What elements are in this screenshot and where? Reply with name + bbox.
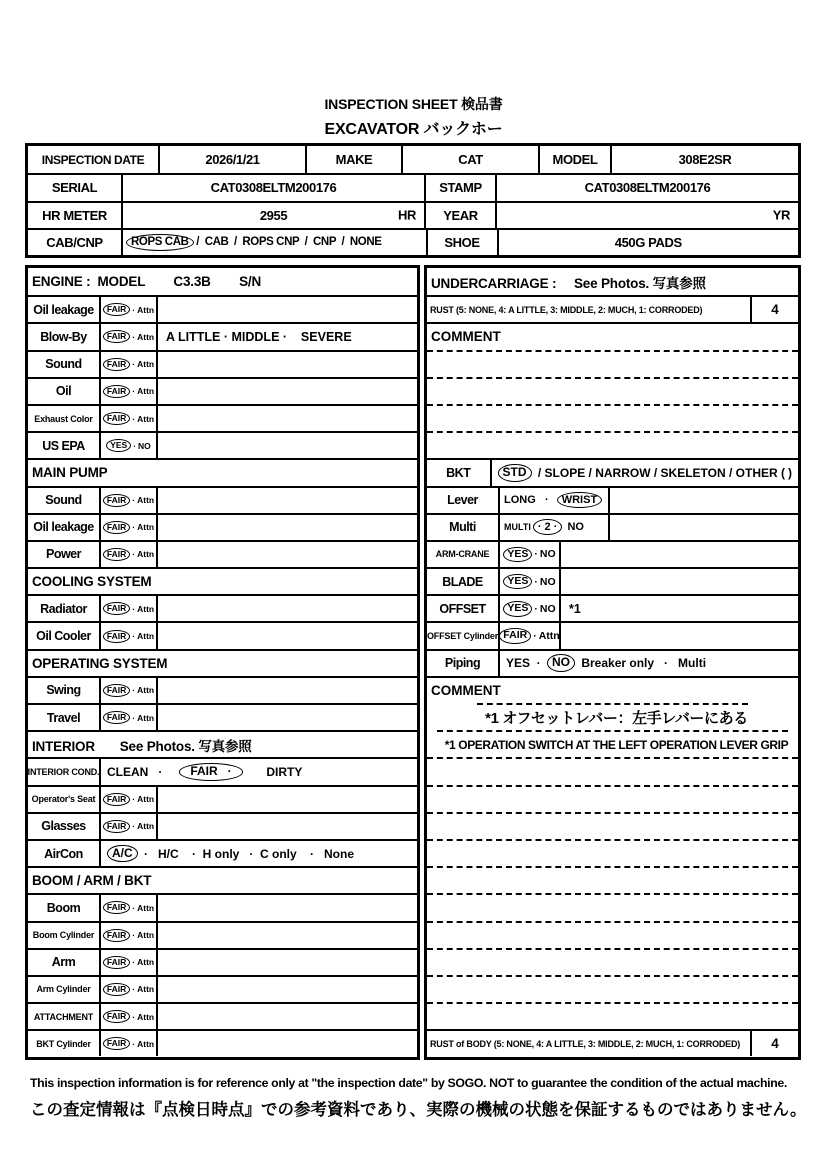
status-cell bbox=[101, 324, 158, 349]
dot-separator: · bbox=[132, 331, 136, 342]
row-operator-s-seat-19 bbox=[28, 785, 417, 812]
circled-selection: FAIR bbox=[103, 630, 130, 643]
circled-selection: ROPS CAB bbox=[126, 234, 194, 251]
comment-label: COMMENT bbox=[431, 682, 501, 698]
model-label: MODEL bbox=[538, 146, 610, 173]
row-boom-cylinder-24 bbox=[28, 921, 417, 948]
item-label: Sound bbox=[28, 352, 101, 377]
dot-separator: · bbox=[132, 712, 136, 723]
make-label: MAKE bbox=[305, 146, 401, 173]
circled-selection: FAIR bbox=[103, 602, 130, 615]
circled-selection: FAIR bbox=[103, 521, 130, 534]
alternate-option: Attn bbox=[137, 902, 155, 913]
circled-selection: YES bbox=[106, 439, 131, 452]
row-sound-3 bbox=[28, 350, 417, 377]
row-blank-6 bbox=[427, 431, 798, 458]
row-power-10 bbox=[28, 540, 417, 567]
item-label: Boom Cylinder bbox=[28, 923, 101, 948]
option-text: CLEAN · bbox=[107, 764, 176, 779]
dot-separator: · bbox=[132, 1011, 136, 1022]
comment-cell bbox=[158, 406, 417, 431]
item-label: BLADE bbox=[427, 569, 500, 594]
alternate-option: NO bbox=[539, 548, 556, 561]
row-blank-3 bbox=[427, 350, 798, 377]
circled-selection: YES bbox=[503, 574, 532, 590]
shoe-label: SHOE bbox=[426, 230, 497, 255]
alternate-option: NO bbox=[539, 575, 556, 588]
option-text: DIRTY bbox=[246, 764, 303, 779]
item-label: Oil Cooler bbox=[28, 623, 101, 648]
alternate-option: Attn bbox=[538, 630, 560, 643]
options-cell bbox=[500, 488, 610, 513]
left-inspection-column bbox=[25, 265, 420, 1060]
row-arm-cylinder-26 bbox=[28, 975, 417, 1002]
item-label: OFFSET bbox=[427, 596, 500, 621]
row-blank-19 bbox=[427, 785, 798, 812]
item-label: Arm Cylinder bbox=[28, 977, 101, 1002]
document-subtitle: EXCAVATOR バックホー bbox=[324, 121, 503, 138]
shoe-value: 450G PADS bbox=[497, 230, 799, 255]
circled-selection: YES bbox=[503, 547, 532, 563]
section-title: MAIN PUMP bbox=[32, 465, 108, 481]
row-attachment-27 bbox=[28, 1002, 417, 1029]
item-label: Glasses bbox=[28, 814, 101, 839]
dot-separator: · bbox=[534, 575, 538, 588]
serial-value: CAT0308ELTM200176 bbox=[121, 175, 424, 200]
dot-separator: · bbox=[132, 495, 136, 506]
header-row-3 bbox=[28, 201, 798, 228]
row-aircon-21 bbox=[28, 839, 417, 866]
dot-separator: · bbox=[132, 304, 136, 315]
dot-separator: · bbox=[132, 821, 136, 832]
status-cell bbox=[101, 623, 158, 648]
circled-selection: NO bbox=[547, 654, 575, 672]
comment-cell bbox=[158, 1031, 417, 1056]
row-glasses-20 bbox=[28, 812, 417, 839]
comment-cell: A LITTLE · MIDDLE · SEVERE bbox=[166, 329, 352, 344]
comment-cell bbox=[158, 923, 417, 948]
row-lever-8 bbox=[427, 486, 798, 513]
circled-selection: WRIST bbox=[557, 492, 602, 508]
alternate-option: Attn bbox=[137, 1038, 155, 1049]
circled-selection: FAIR · bbox=[179, 763, 244, 781]
row-oil-cooler-13 bbox=[28, 621, 417, 648]
row-comment-2 bbox=[427, 322, 798, 349]
circled-selection: A/C bbox=[107, 845, 138, 863]
status-cell bbox=[101, 515, 158, 540]
header-row-4 bbox=[28, 228, 798, 255]
status-cell bbox=[101, 1031, 158, 1056]
header-table bbox=[25, 143, 801, 258]
comment-cell bbox=[158, 297, 417, 322]
row-main-pump-7 bbox=[28, 458, 417, 485]
comment-cell bbox=[158, 433, 417, 458]
row-boom-arm-bkt-22 bbox=[28, 866, 417, 893]
circled-selection: FAIR bbox=[103, 983, 130, 996]
section-title: OPERATING SYSTEM bbox=[32, 655, 168, 671]
section-title: UNDERCARRIAGE : See Photos. 写真参照 bbox=[431, 275, 706, 291]
status-cell bbox=[101, 542, 158, 567]
circled-selection: FAIR bbox=[103, 385, 130, 398]
item-label: Blow-By bbox=[28, 324, 101, 349]
dot-separator: · bbox=[132, 603, 136, 614]
row-cooling-system-11 bbox=[28, 567, 417, 594]
hr-meter-value: 2955 bbox=[259, 207, 288, 223]
status-cell bbox=[101, 488, 158, 513]
document-title: INSPECTION SHEET 検品書 bbox=[324, 96, 503, 112]
row-undercarriage-see-photos-0 bbox=[427, 268, 798, 295]
rust-score-text: 4 bbox=[771, 302, 779, 318]
item-label: Radiator bbox=[28, 596, 101, 621]
row-offset-cylinder-13 bbox=[427, 621, 798, 648]
cab-cnp-label: CAB/CNP bbox=[46, 234, 103, 250]
row-multi-9 bbox=[427, 513, 798, 540]
row-blank-24 bbox=[427, 921, 798, 948]
empty-cell bbox=[610, 515, 798, 540]
alternate-option: Attn bbox=[137, 821, 155, 832]
alternate-option: Attn bbox=[137, 331, 155, 342]
cab-cnp-options: / CAB / ROPS CNP / CNP / NONE bbox=[193, 236, 382, 249]
row-blade-11 bbox=[427, 567, 798, 594]
item-label: Oil bbox=[28, 379, 101, 404]
item-label: Lever bbox=[427, 488, 500, 513]
status-cell bbox=[500, 569, 561, 594]
closing-paren: ) bbox=[788, 465, 792, 480]
dot-separator: · bbox=[133, 440, 137, 451]
item-label: INTERIOR COND. bbox=[28, 759, 101, 784]
comment-note: *1 OPERATION SWITCH AT THE LEFT OPERATION LEVER GRIP bbox=[444, 737, 789, 752]
dot-separator: · bbox=[132, 902, 136, 913]
dot-separator: · bbox=[132, 413, 136, 424]
dot-separator: · bbox=[132, 984, 136, 995]
make-value: CAT bbox=[401, 146, 538, 173]
item-label: BKT Cylinder bbox=[28, 1031, 101, 1056]
model-value: 308E2SR bbox=[610, 146, 798, 173]
comment-cell bbox=[158, 787, 417, 812]
comment-cell bbox=[561, 569, 798, 594]
hr-meter-cell bbox=[121, 203, 424, 228]
row-blank-4 bbox=[427, 377, 798, 404]
empty-cell bbox=[610, 488, 798, 513]
rust-scale-label bbox=[427, 297, 752, 322]
circled-selection: FAIR bbox=[499, 628, 531, 644]
status-cell bbox=[500, 542, 561, 567]
circled-selection: STD bbox=[498, 464, 532, 482]
row-arm-crane-10 bbox=[427, 540, 798, 567]
status-cell bbox=[101, 297, 158, 322]
row-travel-16 bbox=[28, 703, 417, 730]
comment-cell bbox=[561, 542, 798, 567]
rust-score-value bbox=[752, 297, 798, 322]
comment-note: *1 オフセットレバー：左手レバーにある bbox=[485, 710, 748, 728]
section-title: INTERIOR See Photos. 写真参照 bbox=[32, 738, 252, 754]
inspection-date-label: INSPECTION DATE bbox=[41, 152, 145, 167]
header-row-2 bbox=[28, 173, 798, 200]
item-label: Power bbox=[28, 542, 101, 567]
year-unit: YR bbox=[772, 207, 790, 223]
row-offset-12 bbox=[427, 594, 798, 621]
status-cell bbox=[101, 379, 158, 404]
section-title: COOLING SYSTEM bbox=[32, 574, 152, 590]
row-sound-8 bbox=[28, 486, 417, 513]
status-cell bbox=[500, 596, 561, 621]
item-label: Boom bbox=[28, 895, 101, 920]
comment-cell bbox=[158, 705, 417, 730]
comment-cell bbox=[158, 950, 417, 975]
option-text: LONG · bbox=[504, 494, 555, 507]
alternate-option: NO bbox=[138, 440, 151, 451]
item-label: OFFSET Cylinder bbox=[427, 623, 500, 648]
alternate-option: Attn bbox=[137, 957, 155, 968]
status-cell bbox=[101, 814, 158, 839]
row-blank-27 bbox=[427, 1002, 798, 1029]
row-blank-21 bbox=[427, 839, 798, 866]
options-cell bbox=[500, 515, 610, 540]
item-label: ARM-CRANE bbox=[427, 542, 500, 567]
year-cell bbox=[495, 203, 798, 228]
comment-cell: *1 bbox=[569, 601, 581, 616]
circled-selection: FAIR bbox=[103, 929, 130, 942]
dot-separator: · bbox=[534, 602, 538, 615]
status-cell bbox=[101, 895, 158, 920]
item-label: Sound bbox=[28, 488, 101, 513]
right-inspection-column bbox=[424, 265, 801, 1060]
comment-cell bbox=[561, 623, 798, 648]
row-boom-23 bbox=[28, 893, 417, 920]
circled-selection: FAIR bbox=[103, 793, 130, 806]
item-label: Oil leakage bbox=[28, 515, 101, 540]
row-engine-model-c3-3b-s-n-0 bbox=[28, 268, 417, 295]
comment-cell bbox=[158, 379, 417, 404]
circled-selection: YES bbox=[503, 601, 532, 617]
option-text: YES · bbox=[506, 656, 545, 671]
row-blank-25 bbox=[427, 948, 798, 975]
option-text: Breaker only · Multi bbox=[578, 656, 707, 671]
item-label: Multi bbox=[427, 515, 500, 540]
options-cell bbox=[101, 841, 417, 866]
comment-cell bbox=[158, 515, 417, 540]
header-row-1 bbox=[28, 146, 798, 173]
dot-separator: · bbox=[132, 1038, 136, 1049]
status-cell bbox=[101, 977, 158, 1002]
option-text: · H/C · H only · C only · None bbox=[140, 846, 355, 861]
dot-separator: · bbox=[132, 930, 136, 941]
dot-separator: · bbox=[132, 957, 136, 968]
row-1-operation-switch-at-the-le-17 bbox=[437, 730, 788, 757]
section-title: ENGINE : MODEL C3.3B S/N bbox=[32, 274, 261, 290]
stamp-value: CAT0308ELTM200176 bbox=[495, 175, 798, 200]
status-cell bbox=[101, 352, 158, 377]
circled-selection: FAIR bbox=[103, 956, 130, 969]
row-oil-4 bbox=[28, 377, 417, 404]
row-operating-system-14 bbox=[28, 649, 417, 676]
status-cell bbox=[101, 678, 158, 703]
dot-separator: · bbox=[132, 549, 136, 560]
row-bkt-7 bbox=[427, 458, 798, 485]
option-text: MULTI bbox=[504, 522, 531, 533]
comment-cell bbox=[158, 623, 417, 648]
comment-cell bbox=[158, 977, 417, 1002]
year-label: YEAR bbox=[424, 203, 495, 228]
comment-cell bbox=[158, 1004, 417, 1029]
comment-label: COMMENT bbox=[431, 329, 501, 345]
alternate-option: Attn bbox=[137, 603, 155, 614]
status-cell bbox=[101, 923, 158, 948]
dot-separator: · bbox=[132, 359, 136, 370]
stamp-label: STAMP bbox=[424, 175, 495, 200]
alternate-option: Attn bbox=[137, 549, 155, 560]
circled-selection: FAIR bbox=[103, 548, 130, 561]
status-cell bbox=[101, 950, 158, 975]
row-blank-5 bbox=[427, 404, 798, 431]
dot-separator: · bbox=[132, 522, 136, 533]
item-label: Arm bbox=[28, 950, 101, 975]
row-swing-15 bbox=[28, 676, 417, 703]
circled-selection: FAIR bbox=[103, 684, 130, 697]
row-rust-of-body-5-none-4-a-little-3-middle-2-much-1-corroded-28 bbox=[427, 1029, 798, 1056]
row-piping-14 bbox=[427, 649, 798, 676]
alternate-option: Attn bbox=[137, 631, 155, 642]
options-cell bbox=[492, 460, 798, 485]
item-label: Swing bbox=[28, 678, 101, 703]
item-label: Travel bbox=[28, 705, 101, 730]
row-rust-5-none-4-a-little-3-middle-2-much-1-corroded-1 bbox=[427, 295, 798, 322]
alternate-option: Attn bbox=[137, 1011, 155, 1022]
status-cell bbox=[101, 705, 158, 730]
rust-label-text: RUST of BODY (5: NONE, 4: A LITTLE, 3: MIDDLE, 2: MUCH, 1: CORRODED) bbox=[430, 1038, 741, 1049]
options-cell bbox=[101, 759, 417, 784]
circled-selection: FAIR bbox=[103, 330, 130, 343]
alternate-option: Attn bbox=[137, 930, 155, 941]
row-blank-26 bbox=[427, 975, 798, 1002]
row-blank-22 bbox=[427, 866, 798, 893]
alternate-option: Attn bbox=[137, 495, 155, 506]
comment-cell bbox=[158, 895, 417, 920]
item-label: Oil leakage bbox=[28, 297, 101, 322]
dot-separator: · bbox=[132, 685, 136, 696]
comment-cell bbox=[158, 542, 417, 567]
cab-cnp-cell bbox=[121, 230, 426, 255]
item-label: US EPA bbox=[28, 433, 101, 458]
option-text: / SLOPE / NARROW / SKELETON / OTHER ( bbox=[534, 465, 785, 480]
rust-score-value bbox=[752, 1031, 798, 1056]
row-bkt-cylinder-28 bbox=[28, 1029, 417, 1056]
comment-cell bbox=[158, 488, 417, 513]
alternate-option: Attn bbox=[137, 984, 155, 995]
comment-cell bbox=[158, 678, 417, 703]
dot-separator: · bbox=[132, 386, 136, 397]
dot-separator: · bbox=[534, 548, 538, 561]
circled-selection: FAIR bbox=[103, 1010, 130, 1023]
item-label: BKT bbox=[427, 460, 492, 485]
option-text: NO bbox=[564, 521, 584, 534]
circled-selection: · 2 · bbox=[533, 519, 563, 535]
comment-cell bbox=[158, 814, 417, 839]
circled-selection: FAIR bbox=[103, 303, 130, 316]
status-cell bbox=[101, 596, 158, 621]
row-blank-18 bbox=[427, 757, 798, 784]
item-label: Piping bbox=[427, 651, 500, 676]
circled-selection: FAIR bbox=[103, 711, 130, 724]
comment-cell bbox=[158, 596, 417, 621]
item-label: Operator's Seat bbox=[28, 787, 101, 812]
row-oil-leakage-9 bbox=[28, 513, 417, 540]
dot-separator: · bbox=[533, 630, 537, 643]
circled-selection: FAIR bbox=[103, 412, 130, 425]
row-blank-23 bbox=[427, 893, 798, 920]
row-us-epa-6 bbox=[28, 431, 417, 458]
circled-selection: FAIR bbox=[103, 820, 130, 833]
document-title-block bbox=[0, 94, 827, 139]
options-cell bbox=[500, 651, 798, 676]
item-label: ATTACHMENT bbox=[28, 1004, 101, 1029]
hr-meter-label: HR METER bbox=[42, 207, 107, 223]
inspection-date-value: 2026/1/21 bbox=[158, 146, 305, 173]
row-1-16 bbox=[477, 703, 748, 730]
row-exhaust-color-5 bbox=[28, 404, 417, 431]
hr-meter-unit: HR bbox=[398, 207, 416, 223]
row-interior-see-photos-17 bbox=[28, 730, 417, 757]
alternate-option: Attn bbox=[137, 712, 155, 723]
alternate-option: Attn bbox=[137, 522, 155, 533]
row-arm-25 bbox=[28, 948, 417, 975]
item-label: AirCon bbox=[28, 841, 101, 866]
alternate-option: Attn bbox=[137, 794, 155, 805]
dot-separator: · bbox=[132, 631, 136, 642]
status-cell bbox=[101, 433, 158, 458]
alternate-option: Attn bbox=[137, 304, 155, 315]
status-cell bbox=[101, 406, 158, 431]
footer-disclaimer-ja: この査定情報は『点検日時点』での参考資料であり、実際の機械の状態を保証するものではありません。 bbox=[30, 1101, 807, 1119]
circled-selection: FAIR bbox=[103, 494, 130, 507]
row-oil-leakage-1 bbox=[28, 295, 417, 322]
alternate-option: Attn bbox=[137, 685, 155, 696]
row-interior-cond-18 bbox=[28, 757, 417, 784]
alternate-option: Attn bbox=[137, 386, 155, 397]
circled-selection: FAIR bbox=[103, 358, 130, 371]
footer-disclaimer-en: This inspection information is for reference only at "the inspection date" by SOGO. NOT to guarantee the condition of the actual machine. bbox=[30, 1076, 787, 1090]
row-blow-by-2 bbox=[28, 322, 417, 349]
alternate-option: Attn bbox=[137, 413, 155, 424]
alternate-option: NO bbox=[539, 602, 556, 615]
row-blank-20 bbox=[427, 812, 798, 839]
row-comment-15 bbox=[427, 676, 798, 703]
status-cell bbox=[500, 623, 561, 648]
alternate-option: Attn bbox=[137, 359, 155, 370]
row-radiator-12 bbox=[28, 594, 417, 621]
circled-selection: FAIR bbox=[103, 1037, 130, 1050]
dot-separator: · bbox=[132, 794, 136, 805]
item-label: Exhaust Color bbox=[28, 406, 101, 431]
rust-score-text: 4 bbox=[771, 1036, 779, 1052]
circled-selection: FAIR bbox=[103, 901, 130, 914]
serial-label: SERIAL bbox=[51, 180, 98, 196]
comment-cell bbox=[158, 352, 417, 377]
section-title: BOOM / ARM / BKT bbox=[32, 873, 152, 889]
rust-label-text: RUST (5: NONE, 4: A LITTLE, 3: MIDDLE, 2: MUCH, 1: CORRODED) bbox=[430, 304, 703, 315]
status-cell bbox=[101, 787, 158, 812]
status-cell bbox=[101, 1004, 158, 1029]
rust-scale-label bbox=[427, 1031, 752, 1056]
